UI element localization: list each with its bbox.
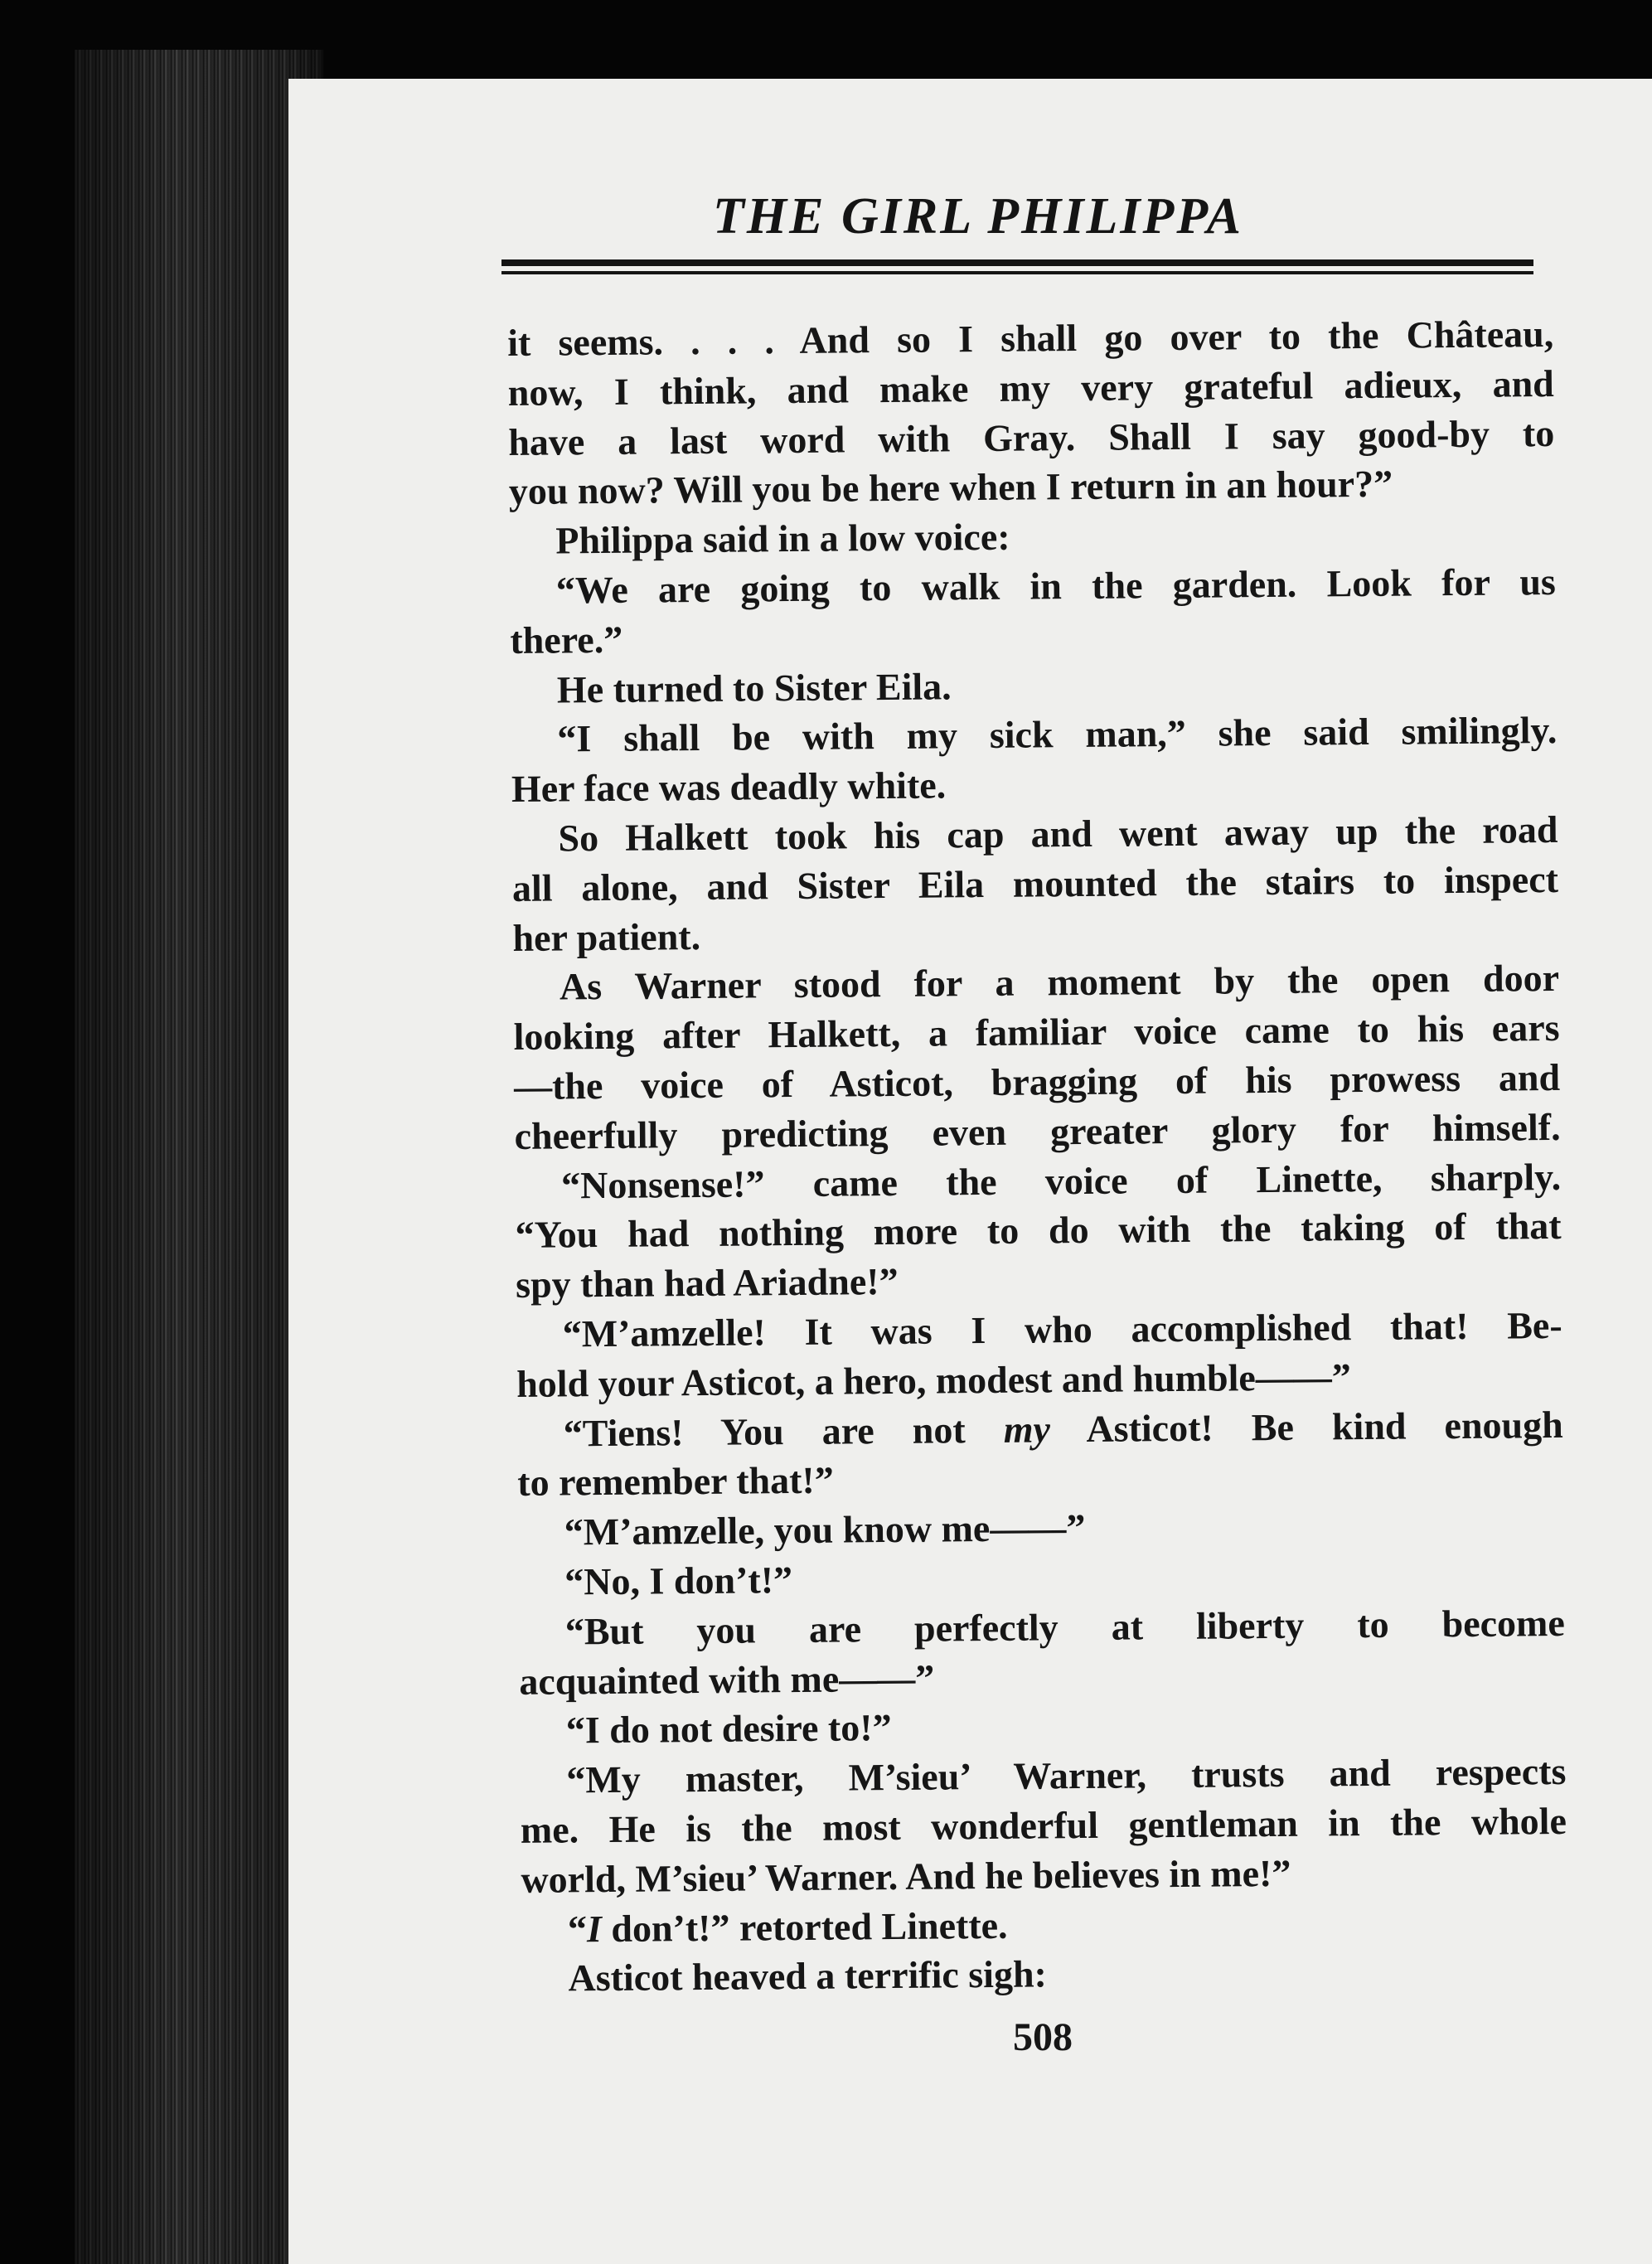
text-line [509,458,1555,516]
text-segment: “We are going to walk in the garden. Look for us [555,560,1557,612]
header-rule-thick [501,259,1533,266]
text-segment: there.” [510,618,623,662]
text-line [521,1846,1567,1905]
page-number: 508 [1013,2015,1073,2059]
text-segment: Her face was deadly white. [511,764,947,811]
text-line [520,1697,1566,1756]
text-line [517,1449,1563,1508]
text-segment: —the voice of Asticot, bragging of his prowess and [513,1055,1561,1108]
text-segment: He turned to Sister Eila. [556,664,952,711]
text-line [516,1251,1562,1310]
text-segment: As Warner stood for a moment by the open door [559,957,1560,1008]
text-line [516,1301,1562,1360]
text-line [512,855,1558,914]
text-line [514,1103,1560,1161]
text-segment: you now? Will you be here when I return in an hour?” [508,463,1393,513]
text-line [515,1151,1561,1210]
body-text [507,309,1568,2004]
text-line [514,1053,1560,1112]
text-line [519,1598,1565,1657]
text-line [508,409,1554,468]
text-line [511,805,1558,864]
text-line [521,1796,1567,1855]
text-segment: “M’amzelle! It was I who accomplished that! Be- [562,1303,1562,1355]
text-line [513,1003,1559,1062]
text-segment: Asticot heaved a terrific sigh: [568,1952,1048,2000]
text-segment: I [586,1907,603,1950]
text-segment: looking after Halkett, a familiar voice came to his ears [513,1006,1560,1059]
text-segment: it seems. . . . And so I shall go over to the Château, [507,312,1554,364]
text-line [513,953,1559,1012]
text-line [511,755,1558,814]
text-segment: Philippa said in a low voice: [555,515,1010,562]
text-line [518,1499,1564,1558]
text-segment: spy than had Ariadne!” [515,1260,899,1307]
text-line [521,1945,1567,2004]
text-line [508,359,1554,418]
text-segment: acquainted with me——” [519,1656,935,1703]
text-segment: don’t!” retorted Linette. [601,1903,1008,1950]
text-line [511,657,1557,715]
text-segment: have a last word with Gray. Shall I say good-by to [508,411,1555,463]
text-line [518,1549,1564,1607]
text-segment: “My master, M’sieu’ Warner, trusts and respects [566,1750,1567,1801]
text-segment: “But you are perfectly at liberty to become [564,1601,1565,1653]
text-line [516,1350,1562,1409]
text-line [510,557,1556,616]
text-segment: me. He is the most wonderful gentleman in the whole [520,1799,1567,1851]
text-segment: to remember that!” [517,1458,834,1505]
text-line [515,1201,1561,1260]
text-segment: “ [567,1907,588,1950]
text-line [521,1895,1567,1954]
text-line [512,904,1558,963]
text-segment: “You had nothing more to do with the taking of that [515,1205,1562,1257]
text-segment: her patient. [512,914,701,959]
text-line [510,607,1556,666]
text-line [509,507,1555,566]
text-segment: my [1003,1407,1051,1451]
text-line [511,705,1557,764]
running-head: THE GIRL PHILIPPA [713,188,1243,245]
text-segment: “Tiens! You are not [563,1408,1004,1454]
text-segment: now, I think, and make my very grateful adieux, and [507,361,1554,414]
text-segment: “I shall be with my sick man,” she said smilingly. [557,709,1558,760]
text-segment: “Nonsense!” came the voice of Linette, sharply. [560,1155,1562,1207]
header-rule-thin [501,271,1533,274]
text-line [519,1647,1565,1706]
text-segment: hold your Asticot, a hero, modest and humble——” [516,1355,1351,1405]
text-segment: world, M’sieu’ Warner. And he believes in me!” [521,1851,1291,1901]
text-segment: “I do not desire to!” [565,1706,892,1752]
text-line [516,1399,1562,1458]
text-line [507,309,1553,368]
text-segment: cheerfully predicting even greater glory for himself. [514,1105,1561,1157]
text-segment: all alone, and Sister Eila mounted the stairs to inspect [511,857,1559,909]
text-line [520,1747,1566,1806]
text-segment: “M’amzelle, you know me——” [564,1506,1086,1554]
text-segment: Asticot! Be kind enough [1049,1403,1563,1450]
text-segment: “No, I don’t!” [564,1558,793,1603]
text-segment: So Halkett took his cap and went away up the road [558,807,1558,860]
